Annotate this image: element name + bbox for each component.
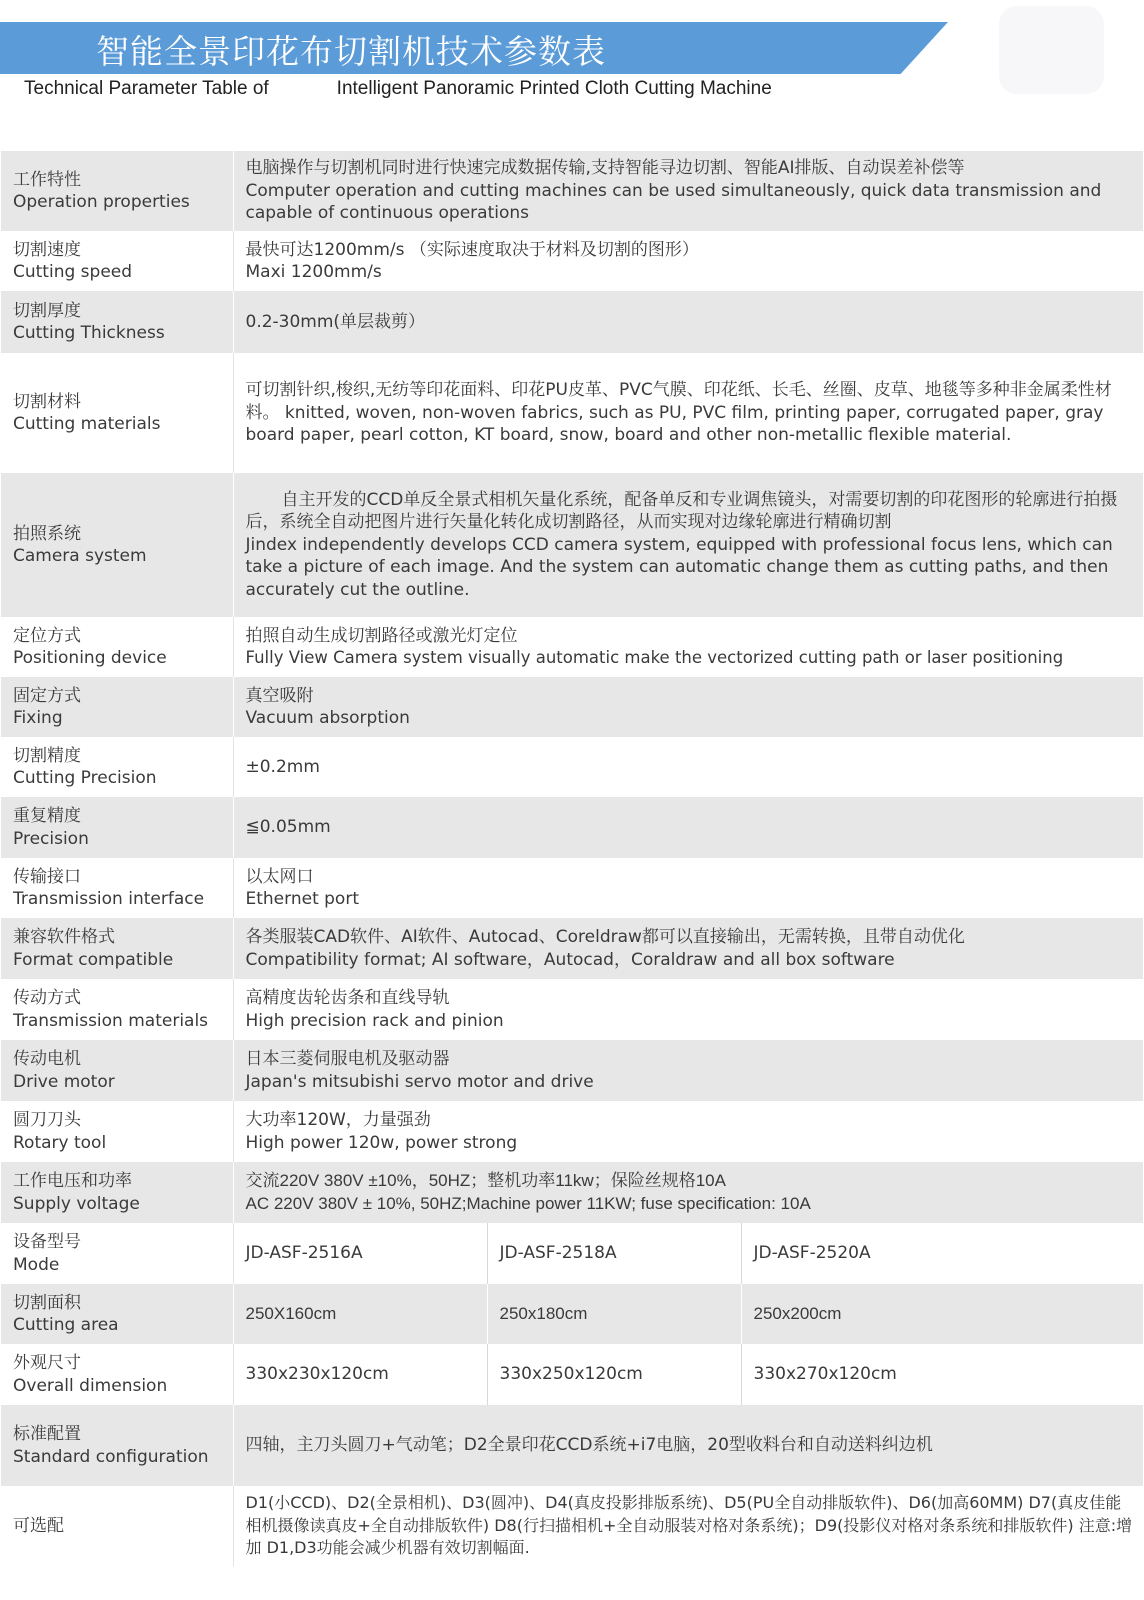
- decoration: [999, 6, 1104, 94]
- row-value: 大功率120W，力量强劲 High power 120w, power strong: [233, 1101, 1143, 1162]
- row-value: 交流220V 380V ±10%，50HZ；整机功率11kw；保险丝规格10A AC 220V 380V ± 10%, 50HZ;Machine power 11KW; fuse specification: 10A: [233, 1162, 1143, 1223]
- row-label: 圆刀刀头 Rotary tool: [1, 1101, 233, 1162]
- row-label: 传动方式 Transmission materials: [1, 979, 233, 1040]
- model-cell: 330x250x120cm: [487, 1344, 741, 1405]
- row-value: 可切割针织,梭织,无纺等印花面料、印花PU皮革、PVC气膜、印花纸、长毛、丝圈、皮草、地毯等多种非金属柔性材料。 knitted, woven, non-woven fabrics, such as PU, PVC film, printing paper, corrugated paper, gray board paper, pearl cotton, KT board, snow, board and other non-metallic flexible material.: [233, 353, 1143, 473]
- row-value: ≦0.05mm: [233, 797, 1143, 858]
- table-row: [1, 737, 1143, 797]
- table-row: [1, 151, 1143, 231]
- table-row: [1, 918, 1143, 979]
- header: [0, 0, 1144, 150]
- table-row: [1, 1223, 1143, 1284]
- row-label: 传输接口 Transmission interface: [1, 858, 233, 918]
- row-label: 切割面积 Cutting area: [1, 1284, 233, 1344]
- row-label: 切割精度 Cutting Precision: [1, 737, 233, 797]
- table-row: [1, 1040, 1143, 1101]
- table-row: [1, 1101, 1143, 1162]
- table-row: [1, 677, 1143, 737]
- row-label: 设备型号 Mode: [1, 1223, 233, 1284]
- table-row: [1, 797, 1143, 858]
- row-label: 切割厚度 Cutting Thickness: [1, 291, 233, 353]
- row-label: 外观尺寸 Overall dimension: [1, 1344, 233, 1405]
- row-label: 工作特性 Operation properties: [1, 151, 233, 231]
- table-row: [1, 231, 1143, 291]
- table-row: [1, 858, 1143, 918]
- model-cell: 250x200cm: [741, 1284, 1143, 1344]
- model-cell: 330x230x120cm: [233, 1344, 487, 1405]
- page-title: 智能全景印花布切割机技术参数表: [96, 32, 606, 71]
- row-value: 四轴，主刀头圆刀+气动笔；D2全景印花CCD系统+i7电脑，20型收料台和自动送料纠边机: [233, 1405, 1143, 1486]
- row-value: 拍照自动生成切割路径或激光灯定位 Fully View Camera system visually automatic make the vectorized cutting path or laser positioning: [233, 617, 1143, 677]
- page-subtitle: [24, 78, 772, 100]
- row-value: 各类服装CAD软件、AI软件、Autocad、Coreldraw都可以直接输出，无需转换，且带自动优化 Compatibility format; AI software，Autocad，Coraldraw and all box software: [233, 918, 1143, 979]
- table-row: [1, 291, 1143, 353]
- row-value: ±0.2mm: [233, 737, 1143, 797]
- row-value: 0.2-30mm(单层裁剪）: [233, 291, 1143, 353]
- row-value: 真空吸附 Vacuum absorption: [233, 677, 1143, 737]
- row-label: 固定方式 Fixing: [1, 677, 233, 737]
- row-label: 标准配置 Standard configuration: [1, 1405, 233, 1486]
- model-cell: JD-ASF-2516A: [233, 1223, 487, 1284]
- row-label: 可选配: [1, 1486, 233, 1566]
- row-label: 切割材料 Cutting materials: [1, 353, 233, 473]
- row-value: 电脑操作与切割机同时进行快速完成数据传输,支持智能寻边切割、智能AI排版、自动误差补偿等 Computer operation and cutting machines can be used simultaneously, quick data transmission and capable of continuous operations: [233, 151, 1143, 231]
- row-value: 以太网口 Ethernet port: [233, 858, 1143, 918]
- row-value: 最快可达1200mm/s （实际速度取决于材料及切割的图形） Maxi 1200mm/s: [233, 231, 1143, 291]
- row-label: 兼容软件格式 Format compatible: [1, 918, 233, 979]
- table-row: [1, 1284, 1143, 1344]
- table-row: [1, 473, 1143, 617]
- model-cell: 250X160cm: [233, 1284, 487, 1344]
- model-cell: 330x270x120cm: [741, 1344, 1143, 1405]
- table-row: [1, 1344, 1143, 1405]
- row-value: 日本三菱伺服电机及驱动器 Japan's mitsubishi servo motor and drive: [233, 1040, 1143, 1101]
- model-cell: JD-ASF-2518A: [487, 1223, 741, 1284]
- row-label: 传动电机 Drive motor: [1, 1040, 233, 1101]
- row-label: 定位方式 Positioning device: [1, 617, 233, 677]
- model-cell: 250x180cm: [487, 1284, 741, 1344]
- table-row: [1, 979, 1143, 1040]
- row-value: 自主开发的CCD单反全景式相机矢量化系统，配备单反和专业调焦镜头，对需要切割的印花图形的轮廓进行拍摄后，系统全自动把图片进行矢量化转化成切割路径，从而实现对边缘轮廓进行精确切割 Jindex independently develops CCD camera system, equipped with professional focus lens, which can take a picture of each image. And the system can automatic change them as cutting paths, and then accurately cut the outline.: [233, 473, 1143, 617]
- table-row: [1, 1162, 1143, 1223]
- subtitle-part-1: Technical Parameter Table of: [24, 78, 269, 99]
- table-row: [1, 353, 1143, 473]
- row-label: 重复精度 Precision: [1, 797, 233, 858]
- parameter-table: [1, 151, 1144, 1566]
- row-value: D1(小CCD)、D2(全景相机)、D3(圆冲)、D4(真皮投影排版系统)、D5(PU全自动排版软件)、D6(加高60MM) D7(真皮佳能相机摄像读真皮+全自动排版软件) D8(行扫描相机+全自动服装对格对条系统)；D9(投影仪对格对条系统和排版软件) 注意:增加 D1,D3功能会减少机器有效切割幅面.: [233, 1486, 1143, 1566]
- model-cell: JD-ASF-2520A: [741, 1223, 1143, 1284]
- table-row: [1, 1405, 1143, 1486]
- row-value: 高精度齿轮齿条和直线导轨 High precision rack and pinion: [233, 979, 1143, 1040]
- table-row: [1, 617, 1143, 677]
- subtitle-part-2: Intelligent Panoramic Printed Cloth Cutting Machine: [336, 78, 772, 99]
- row-label: 切割速度 Cutting speed: [1, 231, 233, 291]
- row-label: 工作电压和功率 Supply voltage: [1, 1162, 233, 1223]
- table-row: [1, 1486, 1143, 1566]
- row-label: 拍照系统 Camera system: [1, 473, 233, 617]
